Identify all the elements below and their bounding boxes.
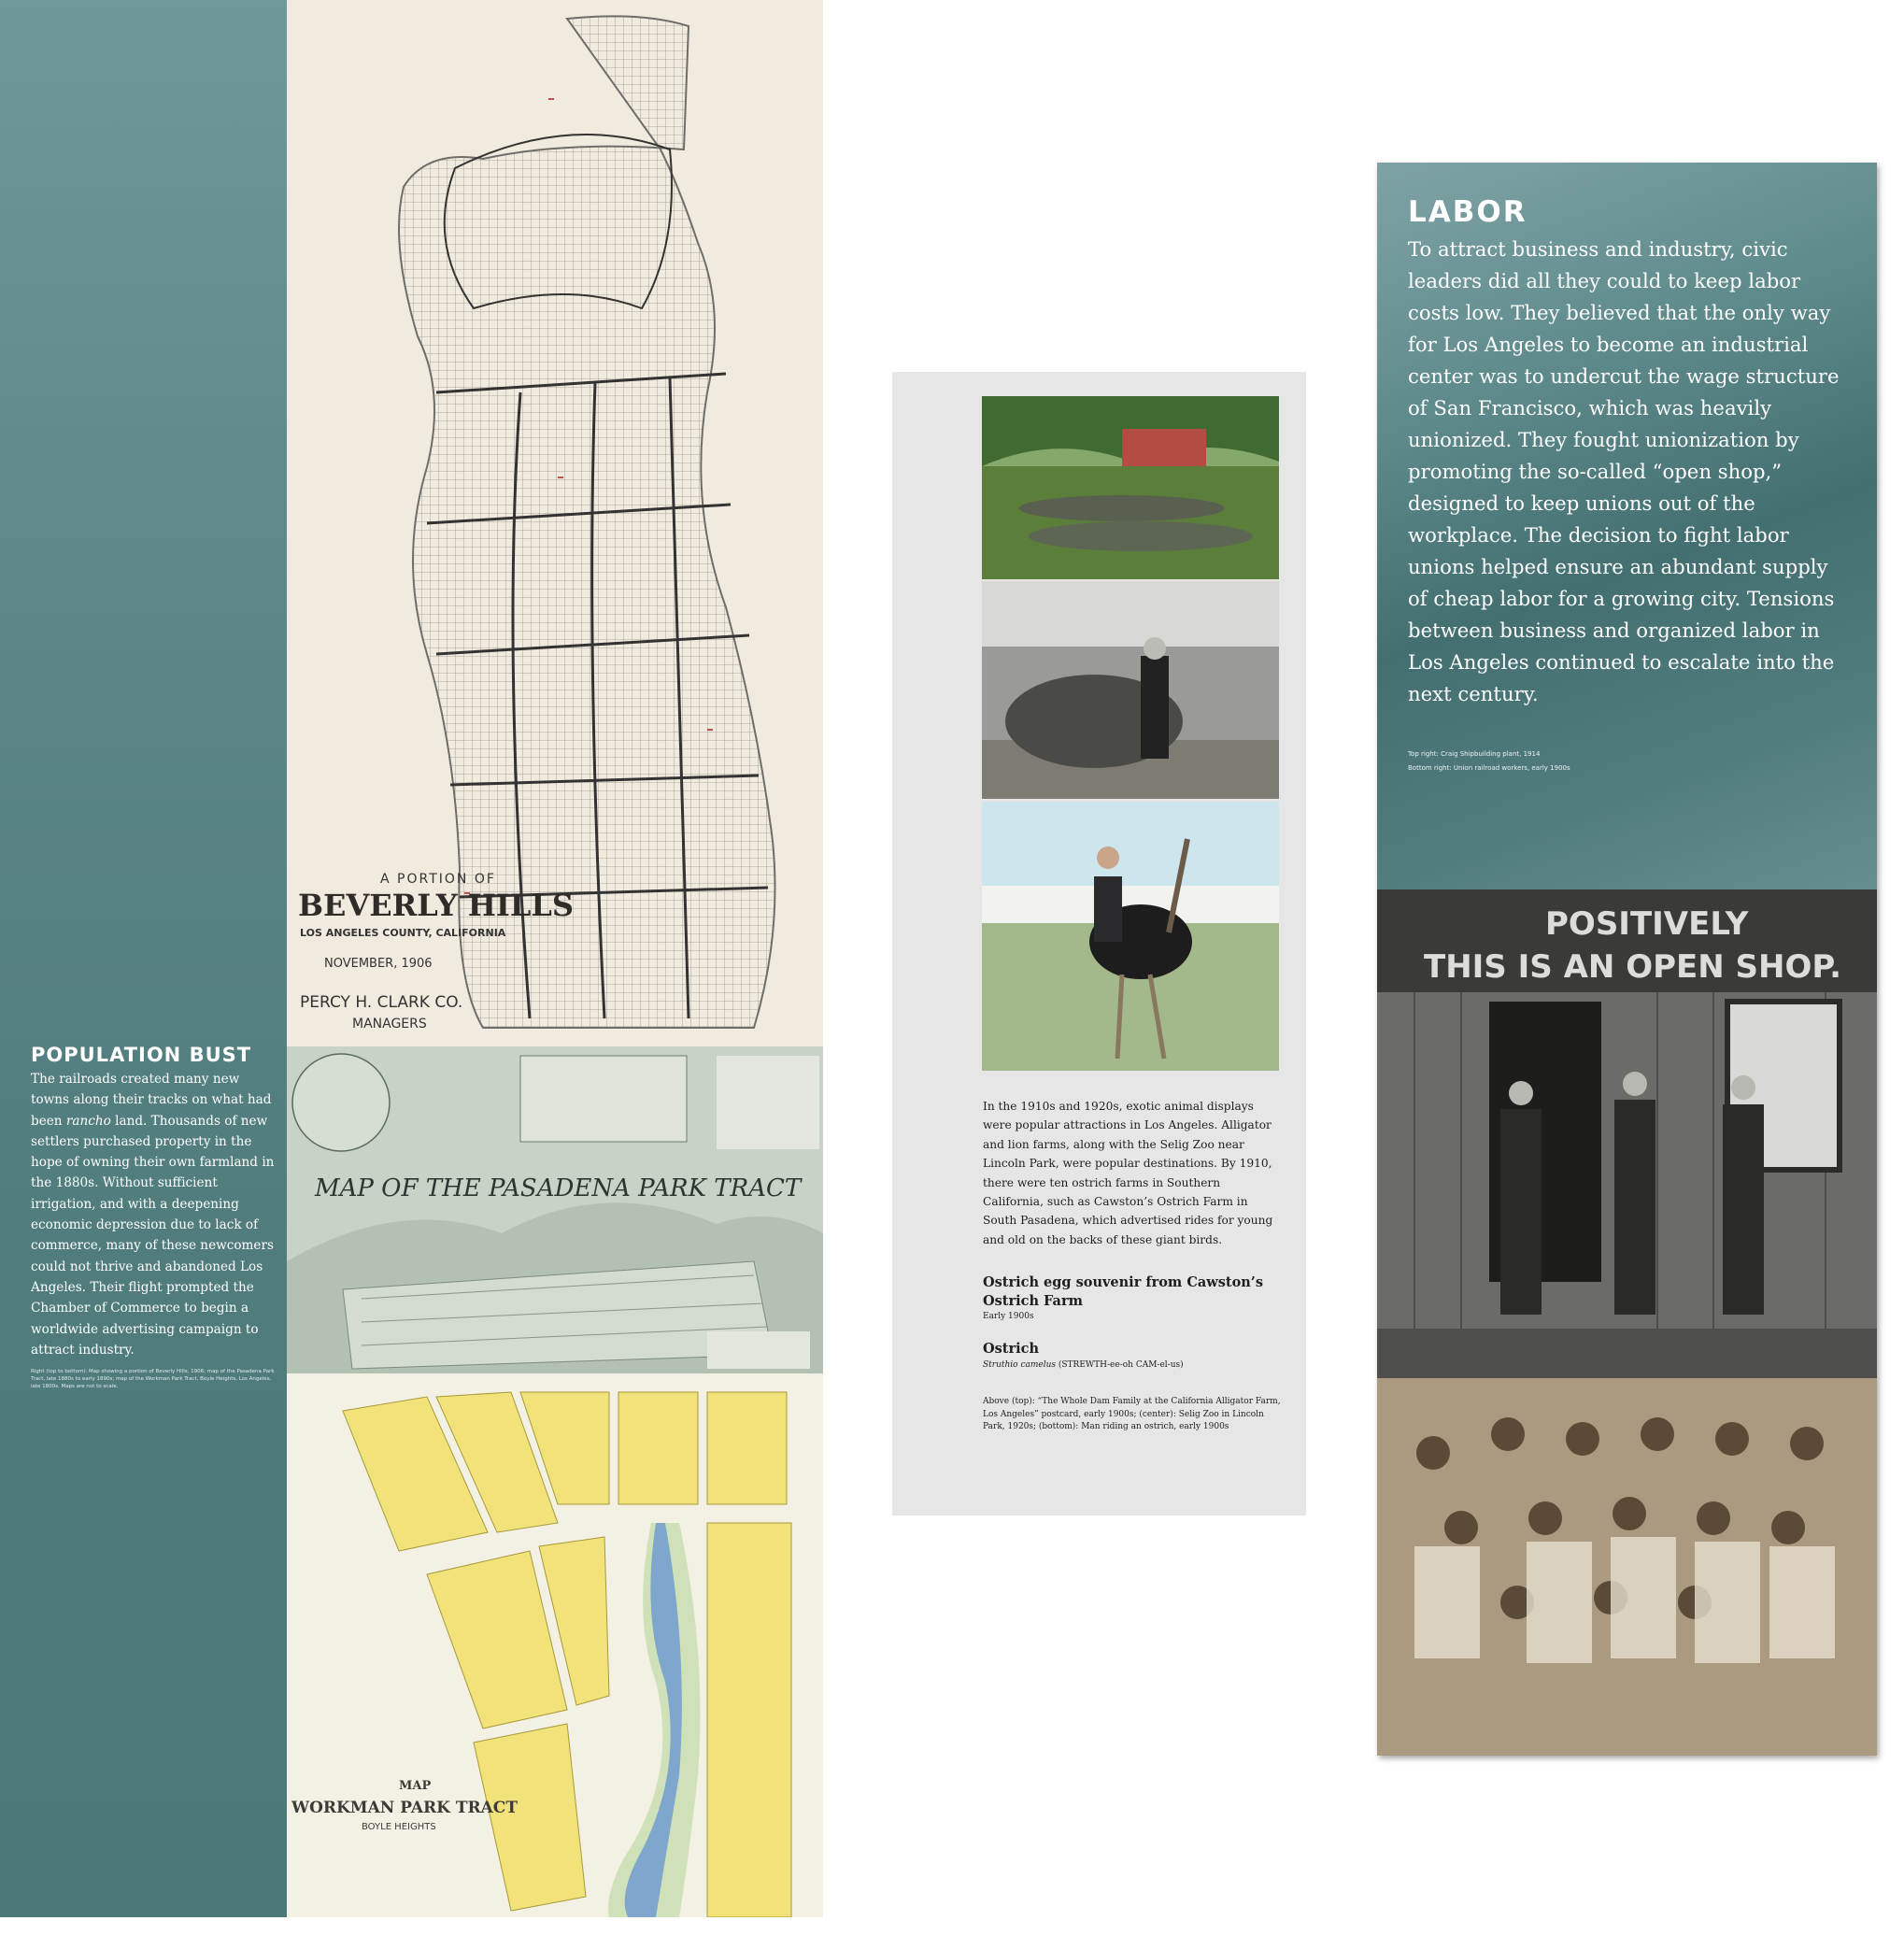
pb-body-part-2: land. Thousands of new settlers purchased property in the hope of owning their own farmland in the 1880s. Without sufficient irrigation, and with a deepening economic depression due to lack of commerce, many of these newcomers could not thrive and abandoned Los Angeles. Their flight prompted the Chamber of Commerce to begin a worldwide advertising campaign to attract industry. bbox=[31, 1113, 275, 1358]
selig-zoo-photo bbox=[982, 581, 1279, 799]
beverly-line1: A PORTION OF bbox=[380, 872, 496, 887]
alligator-farm-photo bbox=[982, 396, 1279, 579]
population-bust-body bbox=[31, 1069, 276, 1360]
population-bust-text-block bbox=[31, 1043, 276, 1390]
workman-line2: WORKMAN PARK TRACT bbox=[291, 1799, 518, 1817]
beverly-line4: NOVEMBER, 1906 bbox=[324, 957, 433, 971]
labor-caption-1: Top right: Craig Shipbuilding plant, 1914 bbox=[1408, 750, 1541, 758]
population-bust-title: POPULATION BUST bbox=[31, 1044, 252, 1066]
open-shop-sign-line1: POSITIVELY bbox=[1545, 905, 1749, 943]
animals-body: In the 1910s and 1920s, exotic animal displays were popular attractions in Los Angeles. Alligator and lion farms, along with the Selig Zoo near Lincoln Park, were popular destinations. By 1910, there were ten ostrich farms in Southern California, such as Cawston’s Ostrich Farm in South Pasadena, which advertised rides for young and old on the backs of these giant birds. bbox=[983, 1100, 1273, 1246]
beverly-line3: LOS ANGELES COUNTY, CALIFORNIA bbox=[300, 927, 506, 939]
beverly-line5: PERCY H. CLARK CO. bbox=[300, 993, 463, 1012]
pb-body-part-1: The railroads created many new towns along their tracks on what had been bbox=[31, 1072, 272, 1129]
ostrich-sci-name: Struthio camelus bbox=[983, 1360, 1057, 1371]
ostrich-scientific bbox=[983, 1359, 1282, 1372]
workman-line3: BOYLE HEIGHTS bbox=[362, 1822, 436, 1832]
labor-body: To attract business and industry, civic leaders did all they could to keep labor costs low. They believed that the only way for Los Angeles to become an industrial center was to undercut the wage structure of San Francisco, which was heavily unionized. They fought unionization by promoting the so-called “open shop,” designed to keep unions out of the workplace. The decision to fight labor unions helped ensure an abundant supply of cheap labor for a growing city. Tensions between business and organized labor in Los Angeles continued to escalate into the next century. bbox=[1408, 237, 1840, 705]
animal-attractions-panel bbox=[892, 372, 1306, 1515]
labor-text-area bbox=[1377, 163, 1877, 889]
open-shop-photo bbox=[1377, 889, 1877, 1378]
pasadena-title: MAP OF THE PASADENA PARK TRACT bbox=[315, 1174, 802, 1202]
pasadena-park-tract-map bbox=[287, 1046, 823, 1373]
ostrich-title: Ostrich bbox=[983, 1341, 1040, 1358]
population-bust-panel bbox=[0, 0, 288, 1917]
beverly-line2: BEVERLY HILLS bbox=[298, 888, 574, 923]
beverly-line6: MANAGERS bbox=[352, 1017, 427, 1031]
labor-title: LABOR bbox=[1408, 195, 1527, 229]
population-bust-caption: Right (top to bottom): Map showing a portion of Beverly Hills, 1906; map of the Pasadena Park Tract, late 1880s to early 1890s; map of the Workman Park Tract, Boyle Heights, Los Angeles, late 1800s. Maps are not to scale. bbox=[31, 1369, 275, 1390]
workman-line1: MAP bbox=[399, 1779, 432, 1793]
beverly-hills-map bbox=[287, 0, 823, 1046]
souvenir-date: Early 1900s bbox=[983, 1312, 1034, 1322]
labor-panel bbox=[1377, 163, 1877, 1756]
animals-caption: Above (top): “The Whole Dam Family at the California Alligator Farm, Los Angeles” postcard, early 1900s; (center): Selig Zoo in Lincoln Park, 1920s; (bottom): Man riding an ostrich, early 1900s bbox=[983, 1397, 1281, 1432]
ostrich-pronunciation: (STREWTH-ee-oh CAM-el-us) bbox=[1056, 1360, 1184, 1371]
labor-caption-2: Bottom right: Union railroad workers, early 1900s bbox=[1408, 764, 1570, 772]
union-workers-photo bbox=[1377, 1378, 1877, 1756]
labor-caption bbox=[1408, 747, 1570, 775]
pb-body-italic: rancho bbox=[65, 1113, 111, 1129]
ostrich-ride-photo bbox=[982, 802, 1279, 1071]
animal-text-block bbox=[983, 1097, 1282, 1434]
open-shop-sign-line2: THIS IS AN OPEN SHOP. bbox=[1424, 948, 1841, 986]
workman-park-tract-map bbox=[287, 1373, 823, 1917]
maps-column bbox=[287, 0, 823, 1917]
souvenir-title: Ostrich egg souvenir from Cawston’s Ostrich Farm bbox=[983, 1274, 1264, 1310]
